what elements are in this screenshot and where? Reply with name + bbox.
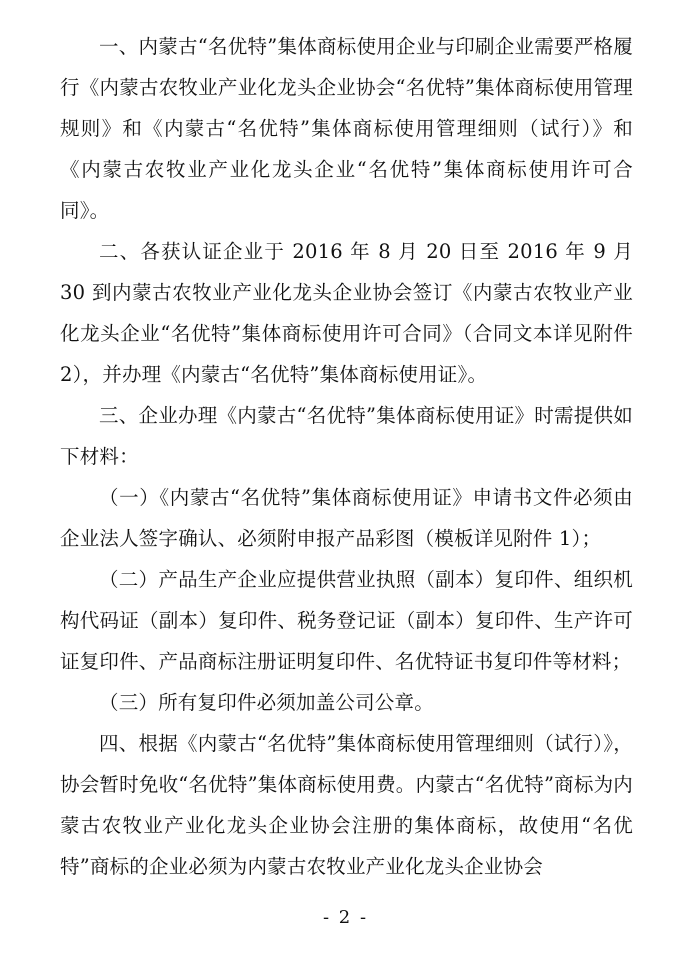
page-number: - 2 - xyxy=(322,907,369,928)
paragraph-4: （一）《内蒙古“名优特”集体商标使用证》申请书文件必须由企业法人签字确认、必须附申报产品彩图（模板详见附件 1）； xyxy=(60,486,633,550)
paragraph-5: （二）产品生产企业应提供营业执照（副本）复印件、组织机构代码证（副本）复印件、税务登记证（副本）复印件、生产许可证复印件、产品商标注册证明复印件、名优特证书复印件等材料； xyxy=(60,568,633,673)
paragraph-1: 一、内蒙古“名优特”集体商标使用企业与印刷企业需要严格履行《内蒙古农牧业产业化龙头企业协会“名优特”集体商标使用管理规则》和《内蒙古“名优特”集体商标使用管理细则（试行）》和《内蒙古农牧业产业化龙头企业“名优特”集体商标使用许可合同》。 xyxy=(60,35,633,222)
paragraph-2: 二、各获认证企业于 2016 年 8 月 20 日至 2016 年 9 月 30 到内蒙古农牧业产业化龙头企业协会签订《内蒙古农牧业产业化龙头企业“名优特”集体商标使用许可合同》（合同文本详见附件 2），并办理《内蒙古“名优特”集体商标使用证》。 xyxy=(60,240,633,386)
document-body xyxy=(60,26,633,887)
paragraph-6: （三）所有复印件必须加盖公司公章。 xyxy=(99,691,434,714)
paragraph-3: 三、企业办理《内蒙古“名优特”集体商标使用证》时需提供如下材料： xyxy=(60,404,633,468)
paragraph-7: 四、根据《内蒙古“名优特”集体商标使用管理细则（试行）》，协会暂时免收“名优特”集体商标使用费。内蒙古“名优特”商标为内蒙古农牧业产业化龙头企业协会注册的集体商标，故使用“名优特”商标的企业必须为内蒙古农牧业产业化龙头企业协会 xyxy=(60,732,633,878)
